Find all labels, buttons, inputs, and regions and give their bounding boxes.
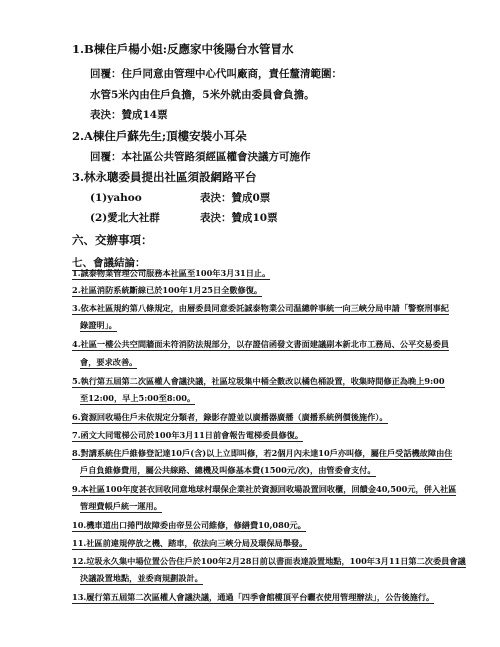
result-item: 1.誠泰物業管理公司服務本社區至100年3月31日止。 [72, 268, 271, 278]
proposal-3-option-vote: 表決：贊成10票 [200, 212, 278, 224]
proposal-2-reply: 回覆：本社區公共管路須經區權會決議方可施作 [90, 151, 311, 163]
result-item: 12.垃圾永久集中場位置公告住戶於100年2月28日前以書面表達設置地點，100年3月11日第二次委員會議 [72, 556, 466, 566]
result-item: 9.本社區100年度甚衣回收同意地球村環保企業社於資源回收場設置回收櫃，回饋金40,500元，併入社區 [72, 484, 457, 494]
result-item: 10.機車道出口捲門故障委由帝昱公司維修，修繕費10,080元。 [72, 520, 306, 530]
result-item-cont: 決議設置地點，並委商規劃設計。 [80, 573, 203, 583]
proposal-1-reply: 回覆：住戶同意由管理中心代叫廠商，責任釐清範圍： [90, 68, 342, 80]
result-item: 8.對講系統住戶維修登記達10戶(含)以上立即叫修，若2個月內未達10戶亦叫修，屬住戶受話機故障由住 [72, 448, 453, 458]
result-item: 13.履行第五屆第二次區權人會議決議，通過「四季會館樓頂平台曬衣使用管理辦法」，公告後施行。 [72, 592, 435, 602]
results-heading: 七、會議結論： [72, 257, 146, 269]
result-item-cont: 管理費帳戶統一運用。 [80, 501, 162, 511]
proposal-3-option-name: (1)yahoo [90, 192, 142, 204]
result-item: 4.社區一樓公共空間牆面未符消防法規部分，以存證信函發文書面建議副本新北市工務局、公平交易委員 [72, 339, 449, 349]
proposal-3-option-name: (2)愛北大社群 [90, 212, 160, 224]
result-item-cont: 戶自負維修費用，屬公共線路、總機及叫修基本費(1500元/次)，由管委會支付。 [80, 465, 376, 475]
results-heading-wrap [72, 258, 146, 269]
proposal-2-title: 2.A棟住戶蘇先生;頂樓安裝小耳朵 [72, 129, 247, 143]
result-item: 6.資源回收場住戶未依規定分類者，錄影存證並以廣播器廣播（廣播系統例價後施作）。 [72, 412, 388, 422]
proposal-3-option-vote: 表決：贊成0票 [200, 192, 271, 204]
result-item-cont: 錄證明」。 [80, 320, 117, 330]
result-item: 3.依本社區規約第八條規定，由層委員同意委託誠泰物業公司温總幹事統一向三峽分局申請「警察刑事紀 [72, 303, 449, 313]
result-item: 5.執行第五屆第二次區權人會議決議，社區垃圾集中桶全數改以橘色桶設置，收集時間修正為晚上9:00 [72, 376, 445, 386]
proposal-1-title: 1.B棟住戶楊小姐:反應家中後陽台水管冒水 [72, 42, 294, 56]
result-item-cont: 至12:00，早上5:00至8:00。 [80, 393, 196, 403]
result-item: 2.社區消防系統斷線已於100年1月25日全數修復。 [72, 285, 263, 295]
result-item-cont: 會，要求改善。 [80, 357, 138, 367]
result-item: 7.函文大同電梯公司於100年3月11日前會報告電梯委員修復。 [72, 430, 304, 440]
proposal-1-reply-cont: 水管5米內由住戶負擔，5米外就由委員會負擔。 [90, 89, 315, 101]
proposal-1-vote: 表決：贊成14票 [90, 109, 168, 121]
proposal-3-title: 3.林永聰委員提出社區須設網路平台 [72, 170, 257, 184]
section-heading: 六、交辦事項： [72, 233, 153, 247]
result-item: 11.社區前違規停放之機、踏車，依法向三峽分局及環保局舉發。 [72, 538, 308, 548]
